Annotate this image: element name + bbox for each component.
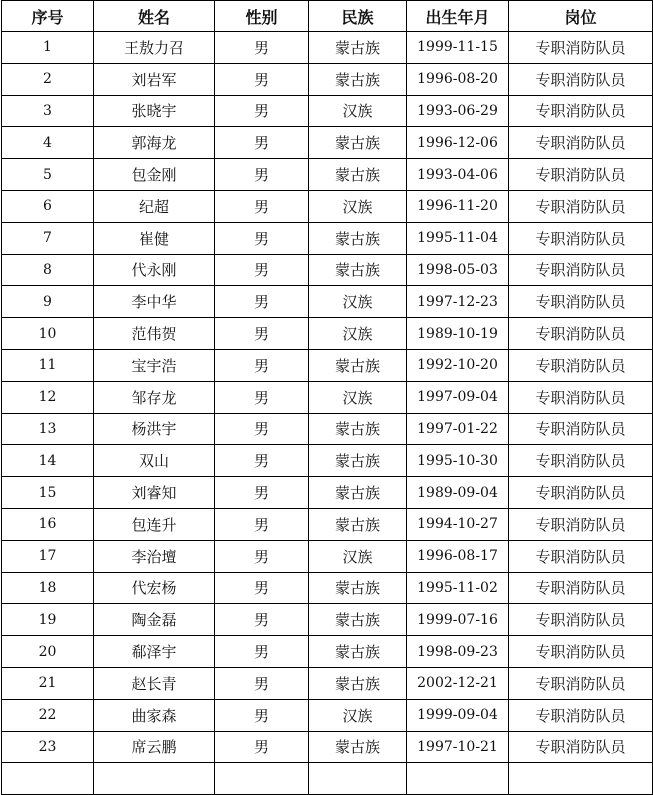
cell-name: 郭海龙	[94, 127, 215, 159]
cell-position: 专职消防队员	[509, 413, 653, 445]
cell-position: 专职消防队员	[509, 286, 653, 318]
cell-birth-date: 1996-11-20	[407, 190, 509, 222]
cell-gender: 男	[215, 477, 309, 509]
cell-gender: 男	[215, 731, 309, 763]
table-row	[2, 699, 653, 731]
cell-birth-date: 1996-08-20	[407, 63, 509, 95]
table-row	[2, 413, 653, 445]
table-row	[2, 63, 653, 95]
cell-gender: 男	[215, 572, 309, 604]
table-row-partial	[2, 763, 653, 795]
cell-name: 双山	[94, 445, 215, 477]
cell-ethnicity: 蒙古族	[309, 636, 407, 668]
cell-index: 13	[2, 413, 94, 445]
header-row	[2, 1, 653, 32]
cell-ethnicity: 蒙古族	[309, 222, 407, 254]
cell-position: 专职消防队员	[509, 445, 653, 477]
cell-ethnicity: 蒙古族	[309, 413, 407, 445]
cell-gender: 男	[215, 349, 309, 381]
cell-birth-date: 1999-09-04	[407, 699, 509, 731]
cell-position: 专职消防队员	[509, 190, 653, 222]
cell-position: 专职消防队员	[509, 381, 653, 413]
table-row	[2, 127, 653, 159]
cell-position: 专职消防队员	[509, 32, 653, 64]
cell-gender: 男	[215, 95, 309, 127]
table-row	[2, 667, 653, 699]
personnel-table	[1, 0, 653, 795]
cell-gender: 男	[215, 604, 309, 636]
cell-name: 包连升	[94, 508, 215, 540]
table-row	[2, 32, 653, 64]
cell-position: 专职消防队员	[509, 254, 653, 286]
cell-ethnicity: 汉族	[309, 190, 407, 222]
table-row	[2, 222, 653, 254]
cell-birth-date: 1997-10-21	[407, 731, 509, 763]
cell-ethnicity: 蒙古族	[309, 159, 407, 191]
cell-gender: 男	[215, 699, 309, 731]
cell-position: 专职消防队员	[509, 731, 653, 763]
cell-birth-date: 1998-09-23	[407, 636, 509, 668]
cell-empty	[215, 763, 309, 795]
cell-index: 11	[2, 349, 94, 381]
cell-birth-date: 1998-05-03	[407, 254, 509, 286]
cell-birth-date: 1993-06-29	[407, 95, 509, 127]
cell-name: 包金刚	[94, 159, 215, 191]
header-name: 姓名	[94, 1, 215, 32]
cell-name: 范伟贺	[94, 318, 215, 350]
cell-birth-date: 1995-10-30	[407, 445, 509, 477]
cell-index: 17	[2, 540, 94, 572]
cell-name: 曲家森	[94, 699, 215, 731]
cell-position: 专职消防队员	[509, 540, 653, 572]
cell-position: 专职消防队员	[509, 667, 653, 699]
cell-birth-date: 1997-12-23	[407, 286, 509, 318]
cell-gender: 男	[215, 381, 309, 413]
cell-ethnicity: 汉族	[309, 381, 407, 413]
cell-gender: 男	[215, 318, 309, 350]
cell-gender: 男	[215, 32, 309, 64]
cell-gender: 男	[215, 445, 309, 477]
table-row	[2, 636, 653, 668]
cell-index: 21	[2, 667, 94, 699]
cell-ethnicity: 蒙古族	[309, 32, 407, 64]
cell-gender: 男	[215, 508, 309, 540]
cell-ethnicity: 汉族	[309, 699, 407, 731]
cell-gender: 男	[215, 159, 309, 191]
cell-index: 9	[2, 286, 94, 318]
cell-gender: 男	[215, 222, 309, 254]
cell-ethnicity: 蒙古族	[309, 445, 407, 477]
cell-index: 12	[2, 381, 94, 413]
header-gender: 性别	[215, 1, 309, 32]
cell-empty	[2, 763, 94, 795]
table-row	[2, 318, 653, 350]
header-position: 岗位	[509, 1, 653, 32]
cell-name: 崔健	[94, 222, 215, 254]
cell-birth-date: 1997-09-04	[407, 381, 509, 413]
table-body	[2, 32, 653, 795]
cell-index: 4	[2, 127, 94, 159]
header-birth-date: 出生年月	[407, 1, 509, 32]
cell-ethnicity: 汉族	[309, 286, 407, 318]
cell-gender: 男	[215, 190, 309, 222]
cell-gender: 男	[215, 286, 309, 318]
cell-empty	[94, 763, 215, 795]
cell-birth-date: 1992-10-20	[407, 349, 509, 381]
cell-position: 专职消防队员	[509, 349, 653, 381]
cell-birth-date: 1993-04-06	[407, 159, 509, 191]
cell-index: 18	[2, 572, 94, 604]
cell-birth-date: 1995-11-02	[407, 572, 509, 604]
cell-ethnicity: 蒙古族	[309, 349, 407, 381]
cell-ethnicity: 蒙古族	[309, 572, 407, 604]
cell-position: 专职消防队员	[509, 604, 653, 636]
cell-position: 专职消防队员	[509, 159, 653, 191]
cell-birth-date: 2002-12-21	[407, 667, 509, 699]
cell-index: 14	[2, 445, 94, 477]
cell-ethnicity: 汉族	[309, 540, 407, 572]
cell-index: 10	[2, 318, 94, 350]
cell-gender: 男	[215, 667, 309, 699]
cell-index: 6	[2, 190, 94, 222]
cell-gender: 男	[215, 63, 309, 95]
cell-name: 席云鹏	[94, 731, 215, 763]
cell-birth-date: 1997-01-22	[407, 413, 509, 445]
cell-ethnicity: 汉族	[309, 318, 407, 350]
cell-birth-date: 1999-07-16	[407, 604, 509, 636]
table-header	[2, 1, 653, 32]
cell-birth-date: 1999-11-15	[407, 32, 509, 64]
table-row	[2, 445, 653, 477]
cell-birth-date: 1996-12-06	[407, 127, 509, 159]
cell-gender: 男	[215, 127, 309, 159]
cell-name: 纪超	[94, 190, 215, 222]
cell-position: 专职消防队员	[509, 699, 653, 731]
cell-index: 3	[2, 95, 94, 127]
cell-position: 专职消防队员	[509, 95, 653, 127]
cell-name: 陶金磊	[94, 604, 215, 636]
cell-index: 22	[2, 699, 94, 731]
cell-name: 代永刚	[94, 254, 215, 286]
cell-position: 专职消防队员	[509, 127, 653, 159]
table-row	[2, 159, 653, 191]
table-row	[2, 286, 653, 318]
cell-index: 15	[2, 477, 94, 509]
cell-position: 专职消防队员	[509, 572, 653, 604]
cell-name: 王敖力召	[94, 32, 215, 64]
table-row	[2, 349, 653, 381]
cell-gender: 男	[215, 540, 309, 572]
cell-index: 20	[2, 636, 94, 668]
cell-index: 5	[2, 159, 94, 191]
cell-ethnicity: 蒙古族	[309, 667, 407, 699]
cell-name: 代宏杨	[94, 572, 215, 604]
cell-ethnicity: 蒙古族	[309, 477, 407, 509]
cell-birth-date: 1995-11-04	[407, 222, 509, 254]
cell-name: 李治壇	[94, 540, 215, 572]
cell-gender: 男	[215, 254, 309, 286]
table-row	[2, 731, 653, 763]
cell-ethnicity: 蒙古族	[309, 254, 407, 286]
table-row	[2, 604, 653, 636]
cell-name: 刘睿知	[94, 477, 215, 509]
cell-index: 16	[2, 508, 94, 540]
cell-position: 专职消防队员	[509, 477, 653, 509]
cell-name: 赵长青	[94, 667, 215, 699]
cell-birth-date: 1989-10-19	[407, 318, 509, 350]
cell-name: 邹存龙	[94, 381, 215, 413]
cell-name: 李中华	[94, 286, 215, 318]
cell-empty	[509, 763, 653, 795]
cell-ethnicity: 蒙古族	[309, 604, 407, 636]
cell-position: 专职消防队员	[509, 508, 653, 540]
cell-ethnicity: 蒙古族	[309, 127, 407, 159]
cell-ethnicity: 蒙古族	[309, 731, 407, 763]
cell-gender: 男	[215, 636, 309, 668]
table-row	[2, 508, 653, 540]
header-index: 序号	[2, 1, 94, 32]
cell-index: 7	[2, 222, 94, 254]
cell-index: 8	[2, 254, 94, 286]
cell-position: 专职消防队员	[509, 222, 653, 254]
cell-index: 19	[2, 604, 94, 636]
table-row	[2, 95, 653, 127]
cell-birth-date: 1989-09-04	[407, 477, 509, 509]
cell-gender: 男	[215, 413, 309, 445]
cell-index: 1	[2, 32, 94, 64]
cell-ethnicity: 蒙古族	[309, 508, 407, 540]
table-row	[2, 254, 653, 286]
cell-empty	[309, 763, 407, 795]
cell-name: 郗泽宇	[94, 636, 215, 668]
cell-name: 张晓宇	[94, 95, 215, 127]
cell-index: 23	[2, 731, 94, 763]
cell-ethnicity: 汉族	[309, 95, 407, 127]
cell-position: 专职消防队员	[509, 63, 653, 95]
table-row	[2, 190, 653, 222]
table-row	[2, 572, 653, 604]
cell-name: 刘岩军	[94, 63, 215, 95]
header-ethnicity: 民族	[309, 1, 407, 32]
cell-position: 专职消防队员	[509, 636, 653, 668]
cell-name: 宝宇浩	[94, 349, 215, 381]
cell-name: 杨洪宇	[94, 413, 215, 445]
table-row	[2, 540, 653, 572]
table-row	[2, 381, 653, 413]
cell-birth-date: 1996-08-17	[407, 540, 509, 572]
cell-birth-date: 1994-10-27	[407, 508, 509, 540]
cell-position: 专职消防队员	[509, 318, 653, 350]
cell-index: 2	[2, 63, 94, 95]
table-row	[2, 477, 653, 509]
cell-ethnicity: 蒙古族	[309, 63, 407, 95]
cell-empty	[407, 763, 509, 795]
